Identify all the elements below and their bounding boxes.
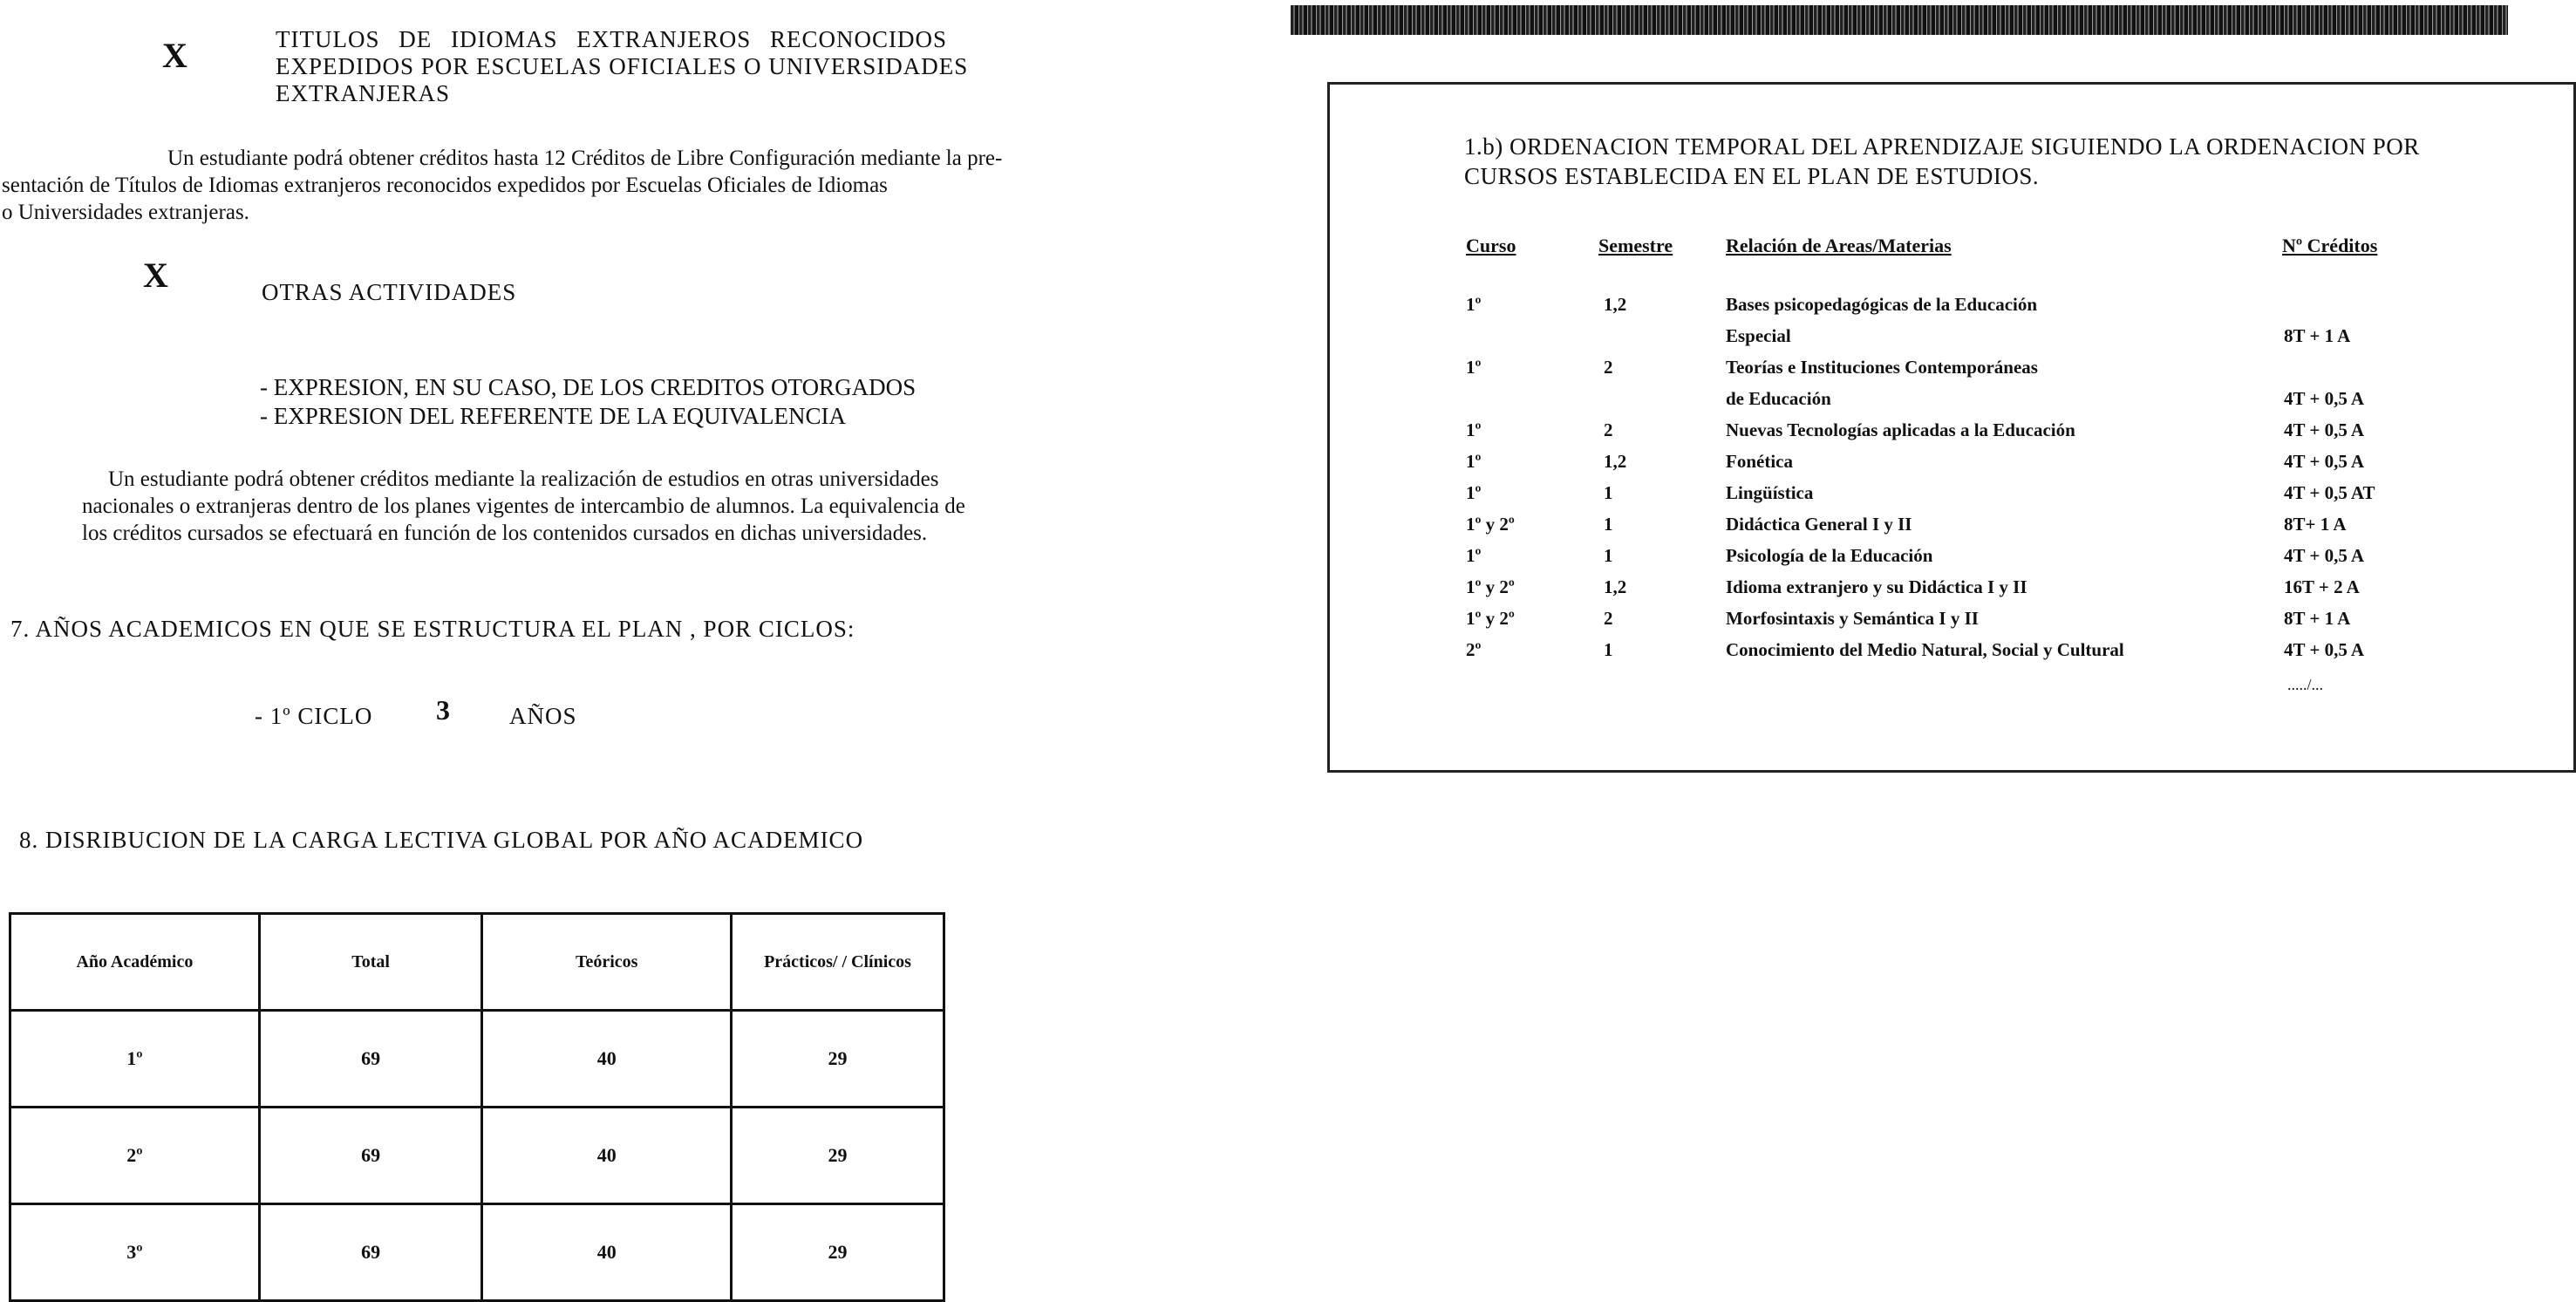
course-row bbox=[1330, 576, 2573, 608]
cell-total: 69 bbox=[259, 1204, 482, 1301]
bullet-item: - EXPRESION DEL REFERENTE DE LA EQUIVALENCIA bbox=[260, 402, 916, 431]
box-title bbox=[1464, 132, 2563, 191]
course-list bbox=[1330, 294, 2573, 765]
cell-creditos: 4T + 0,5 A bbox=[2284, 419, 2365, 440]
cell-curso: 1º bbox=[1466, 451, 1482, 472]
cell-curso: 1º bbox=[1466, 294, 1482, 315]
course-row bbox=[1330, 639, 2573, 671]
cell-materia: Fonética bbox=[1726, 451, 1793, 472]
section-title-idiomas bbox=[276, 26, 1113, 107]
table-row bbox=[10, 1011, 944, 1108]
text-line: los créditos cursados se efectuará en función de los contenidos cursados en dichas universidades. bbox=[82, 521, 928, 545]
cell-teoricos: 40 bbox=[482, 1108, 732, 1204]
cell-materia: Morfosintaxis y Semántica I y II bbox=[1726, 608, 1979, 629]
text-line: o Universidades extranjeras. bbox=[2, 201, 249, 224]
course-row bbox=[1330, 388, 2573, 419]
x-mark-titles: X bbox=[162, 36, 187, 75]
cell-ano: 2º bbox=[10, 1108, 260, 1204]
cell-creditos: 4T + 0,5 AT bbox=[2284, 482, 2375, 503]
column-header-creditos: Nº Créditos bbox=[2282, 235, 2378, 256]
cell-curso: 1º bbox=[1466, 357, 1482, 378]
table-row bbox=[10, 1204, 944, 1301]
cell-materia: Lingüística bbox=[1726, 482, 1814, 503]
course-row bbox=[1330, 514, 2573, 545]
cell-creditos: 8T + 1 A bbox=[2284, 325, 2351, 346]
cell-ano: 3º bbox=[10, 1204, 260, 1301]
title-line: 1.b) ORDENACION TEMPORAL DEL APRENDIZAJE SIGUIENDO LA ORDENACION POR bbox=[1464, 133, 2420, 160]
cell-creditos: 4T + 0,5 A bbox=[2284, 451, 2365, 472]
cell-curso: 2º bbox=[1466, 639, 1482, 660]
course-row bbox=[1330, 357, 2573, 388]
bullet-item: - EXPRESION, EN SU CASO, DE LOS CREDITOS OTORGADOS bbox=[260, 373, 916, 402]
cell-total: 69 bbox=[259, 1108, 482, 1204]
column-header-semestre: Semestre bbox=[1598, 235, 1673, 256]
cycle-label: - 1º CICLO bbox=[255, 703, 373, 729]
cell-semestre: 1,2 bbox=[1604, 294, 1627, 315]
cell-semestre: 2 bbox=[1604, 357, 1613, 378]
cell-practicos: 29 bbox=[732, 1204, 944, 1301]
cell-semestre: 1 bbox=[1604, 514, 1613, 535]
course-row bbox=[1330, 545, 2573, 576]
paragraph-idiomas bbox=[2, 145, 1240, 226]
cell-creditos: 16T + 2 A bbox=[2284, 576, 2360, 597]
cell-creditos: 4T + 0,5 A bbox=[2284, 639, 2365, 660]
cell-practicos: 29 bbox=[732, 1108, 944, 1204]
cell-ano: 1º bbox=[10, 1011, 260, 1108]
paragraph-otras bbox=[82, 466, 1233, 547]
text-line: sentación de Títulos de Idiomas extranjeros reconocidos expedidos por Escuelas Oficiales de Idiomas bbox=[2, 174, 888, 197]
header-practicos: Prácticos/ / Clínicos bbox=[732, 914, 944, 1011]
cell-semestre: 2 bbox=[1604, 419, 1613, 440]
cell-semestre: 1,2 bbox=[1604, 576, 1627, 597]
course-row bbox=[1330, 419, 2573, 451]
cell-materia: Didáctica General I y II bbox=[1726, 514, 1912, 535]
column-header-materias: Relación de Areas/Materias bbox=[1726, 235, 1952, 256]
cycle-value: 3 bbox=[436, 694, 450, 726]
cell-semestre: 1 bbox=[1604, 482, 1613, 503]
section-title-otras: OTRAS ACTIVIDADES bbox=[262, 279, 517, 305]
x-mark-otras: X bbox=[143, 256, 168, 295]
cell-materia: de Educación bbox=[1726, 388, 1831, 409]
cell-creditos: 8T+ 1 A bbox=[2284, 514, 2347, 535]
cell-semestre: 2 bbox=[1604, 608, 1613, 629]
cell-materia: Nuevas Tecnologías aplicadas a la Educación bbox=[1726, 419, 2075, 440]
header-ano: Año Académico bbox=[10, 914, 260, 1011]
section-title-anos: 7. AÑOS ACADEMICOS EN QUE SE ESTRUCTURA EL PLAN , POR CICLOS: bbox=[10, 616, 855, 642]
title-line: EXPEDIDOS POR ESCUELAS OFICIALES O UNIVERSIDADES bbox=[276, 53, 969, 79]
cell-materia: Especial bbox=[1726, 325, 1791, 346]
course-row bbox=[1330, 482, 2573, 514]
title-line: CURSOS ESTABLECIDA EN EL PLAN DE ESTUDIOS. bbox=[1464, 163, 2040, 189]
title-line: TITULOS DE IDIOMAS EXTRANJEROS RECONOCIDOS bbox=[276, 26, 948, 52]
title-line: EXTRANJERAS bbox=[276, 80, 451, 106]
bullet-list bbox=[260, 373, 916, 431]
cell-materia: Psicología de la Educación bbox=[1726, 545, 1933, 566]
cell-semestre: 1,2 bbox=[1604, 451, 1627, 472]
cell-curso: 1º y 2º bbox=[1466, 608, 1515, 629]
cell-materia: Teorías e Instituciones Contemporáneas bbox=[1726, 357, 2038, 378]
course-row bbox=[1330, 294, 2573, 325]
continuation-mark: ...../... bbox=[2287, 676, 2324, 693]
column-header-curso: Curso bbox=[1466, 235, 1516, 256]
text-line: Un estudiante podrá obtener créditos mediante la realización de estudios en otras universidades bbox=[108, 467, 939, 491]
distribution-table bbox=[9, 912, 945, 1302]
course-row bbox=[1330, 325, 2573, 357]
cell-teoricos: 40 bbox=[482, 1204, 732, 1301]
cell-materia: Conocimiento del Medio Natural, Social y Cultural bbox=[1726, 639, 2124, 660]
header-total: Total bbox=[259, 914, 482, 1011]
cell-curso: 1º y 2º bbox=[1466, 576, 1515, 597]
table-row bbox=[10, 1108, 944, 1204]
course-row bbox=[1330, 608, 2573, 639]
cell-curso: 1º y 2º bbox=[1466, 514, 1515, 535]
cell-semestre: 1 bbox=[1604, 545, 1613, 566]
course-row bbox=[1330, 451, 2573, 482]
cell-curso: 1º bbox=[1466, 419, 1482, 440]
scan-noise-bar bbox=[1291, 5, 2508, 35]
text-line: Un estudiante podrá obtener créditos hasta 12 Créditos de Libre Configuración mediante la pre- bbox=[167, 147, 1003, 170]
header-teoricos: Teóricos bbox=[482, 914, 732, 1011]
cycle-unit: AÑOS bbox=[509, 703, 577, 729]
text-line: nacionales o extranjeras dentro de los planes vigentes de intercambio de alumnos. La equivalencia de bbox=[82, 494, 965, 518]
table-header-row bbox=[10, 914, 944, 1011]
cell-curso: 1º bbox=[1466, 545, 1482, 566]
cell-creditos: 8T + 1 A bbox=[2284, 608, 2351, 629]
cell-total: 69 bbox=[259, 1011, 482, 1108]
cell-teoricos: 40 bbox=[482, 1011, 732, 1108]
section-title-distribucion: 8. DISRIBUCION DE LA CARGA LECTIVA GLOBAL POR AÑO ACADEMICO bbox=[19, 827, 864, 853]
ordenacion-box bbox=[1327, 82, 2576, 773]
cell-practicos: 29 bbox=[732, 1011, 944, 1108]
cell-creditos: 4T + 0,5 A bbox=[2284, 388, 2365, 409]
cell-semestre: 1 bbox=[1604, 639, 1613, 660]
cell-materia: Bases psicopedagógicas de la Educación bbox=[1726, 294, 2038, 315]
cell-curso: 1º bbox=[1466, 482, 1482, 503]
cell-materia: Idioma extranjero y su Didáctica I y II bbox=[1726, 576, 2027, 597]
cell-creditos: 4T + 0,5 A bbox=[2284, 545, 2365, 566]
